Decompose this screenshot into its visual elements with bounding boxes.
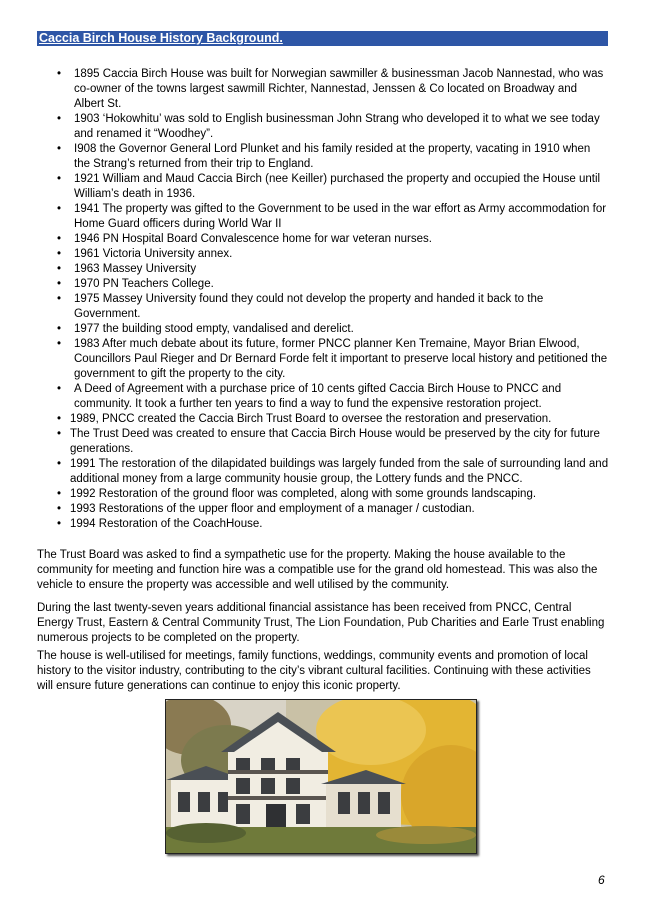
history-item-trust-deed: • The Trust Deed was created to ensure that Caccia Birch House would be preserved by the city for future generations.: [37, 427, 609, 457]
history-item-1977: • 1977 the building stood empty, vandalised and derelict.: [37, 322, 609, 337]
history-item-1895: • 1895 Caccia Birch House was built for Norwegian sawmiller & businessman Jacob Nannestad, who was co-owner of the towns largest sawmill Richter, Nannestad, Jenssen & Co located on Broadway and Albert St.: [37, 67, 609, 112]
history-item-1970: • 1970 PN Teachers College.: [37, 277, 609, 292]
history-item-1983: • 1983 After much debate about its future, former PNCC planner Ken Tremaine, Mayor Brian Elwood, Councillors Paul Rieger and Dr Bernard Forde felt it important to preserve local history and petitioned the government to gift the property to the city.: [37, 337, 609, 382]
section-heading-bar: [37, 31, 608, 46]
history-item-1908: • I908 the Governor General Lord Plunket and his family resided at the property, vacating in 1910 when the Strang’s returned from their trip to England.: [37, 142, 609, 172]
history-item-deed-of-agreement: • A Deed of Agreement with a purchase price of 10 cents gifted Caccia Birch House to PNCC and community. It took a further ten years to find a way to fund the expensive restoration project.: [37, 382, 609, 412]
paragraph-financial-assistance: During the last twenty-seven years additional financial assistance has been received from PNCC, Central Energy Trust, Eastern & Central Community Trust, The Lion Foundation, Pub Charities and Earle Trust enabling numerous projects to be completed on the property.: [37, 602, 605, 644]
history-item-1961: • 1961 Victoria University annex.: [37, 247, 609, 262]
history-item-1946: • 1946 PN Hospital Board Convalescence home for war veteran nurses.: [37, 232, 609, 247]
paragraph-house-utilisation: The house is well-utilised for meetings, family functions, weddings, community events and promotion of local history to the visitor industry, contributing to the city’s vibrant cultural facilities. Continuing with these activities will ensure future generations can continue to enjoy this iconic property.: [37, 650, 591, 692]
house-photo: [165, 699, 477, 854]
history-item-1992: • 1992 Restoration of the ground floor was completed, along with some grounds landscaping.: [37, 487, 609, 502]
history-item-1941: • 1941 The property was gifted to the Government to be used in the war effort as Army accommodation for Home Guard officers during World War II: [37, 202, 609, 232]
caccia-birch-house-image: [166, 700, 476, 853]
section-heading: Caccia Birch House History Background.: [39, 31, 283, 45]
paragraph-trust-board: The Trust Board was asked to find a sympathetic use for the property. Making the house available to the community for meeting and function hire was a compatible use for the grand old homestead. This was also the vehicle to ensure the property was accessible and well utilised by the community.: [37, 549, 598, 591]
history-list: [37, 67, 609, 532]
history-item-1993: • 1993 Restorations of the upper floor and employment of a manager / custodian.: [37, 502, 609, 517]
page-number: 6: [598, 873, 605, 887]
history-item-1994: • 1994 Restoration of the CoachHouse.: [37, 517, 609, 532]
history-item-1991: • 1991 The restoration of the dilapidated buildings was largely funded from the sale of surrounding land and additional money from a large community housie group, the Lottery funds and the PNCC.: [37, 457, 609, 487]
history-item-1903: • 1903 ‘Hokowhitu’ was sold to English businessman John Strang who developed it to what we see today and renamed it “Woodhey”.: [37, 112, 609, 142]
history-item-1975: • 1975 Massey University found they could not develop the property and handed it back to the Government.: [37, 292, 609, 322]
history-item-1963: • 1963 Massey University: [37, 262, 609, 277]
history-item-1989: • 1989, PNCC created the Caccia Birch Trust Board to oversee the restoration and preservation.: [37, 412, 609, 427]
history-item-1921: • 1921 William and Maud Caccia Birch (nee Keiller) purchased the property and occupied the House until William’s death in 1936.: [37, 172, 609, 202]
